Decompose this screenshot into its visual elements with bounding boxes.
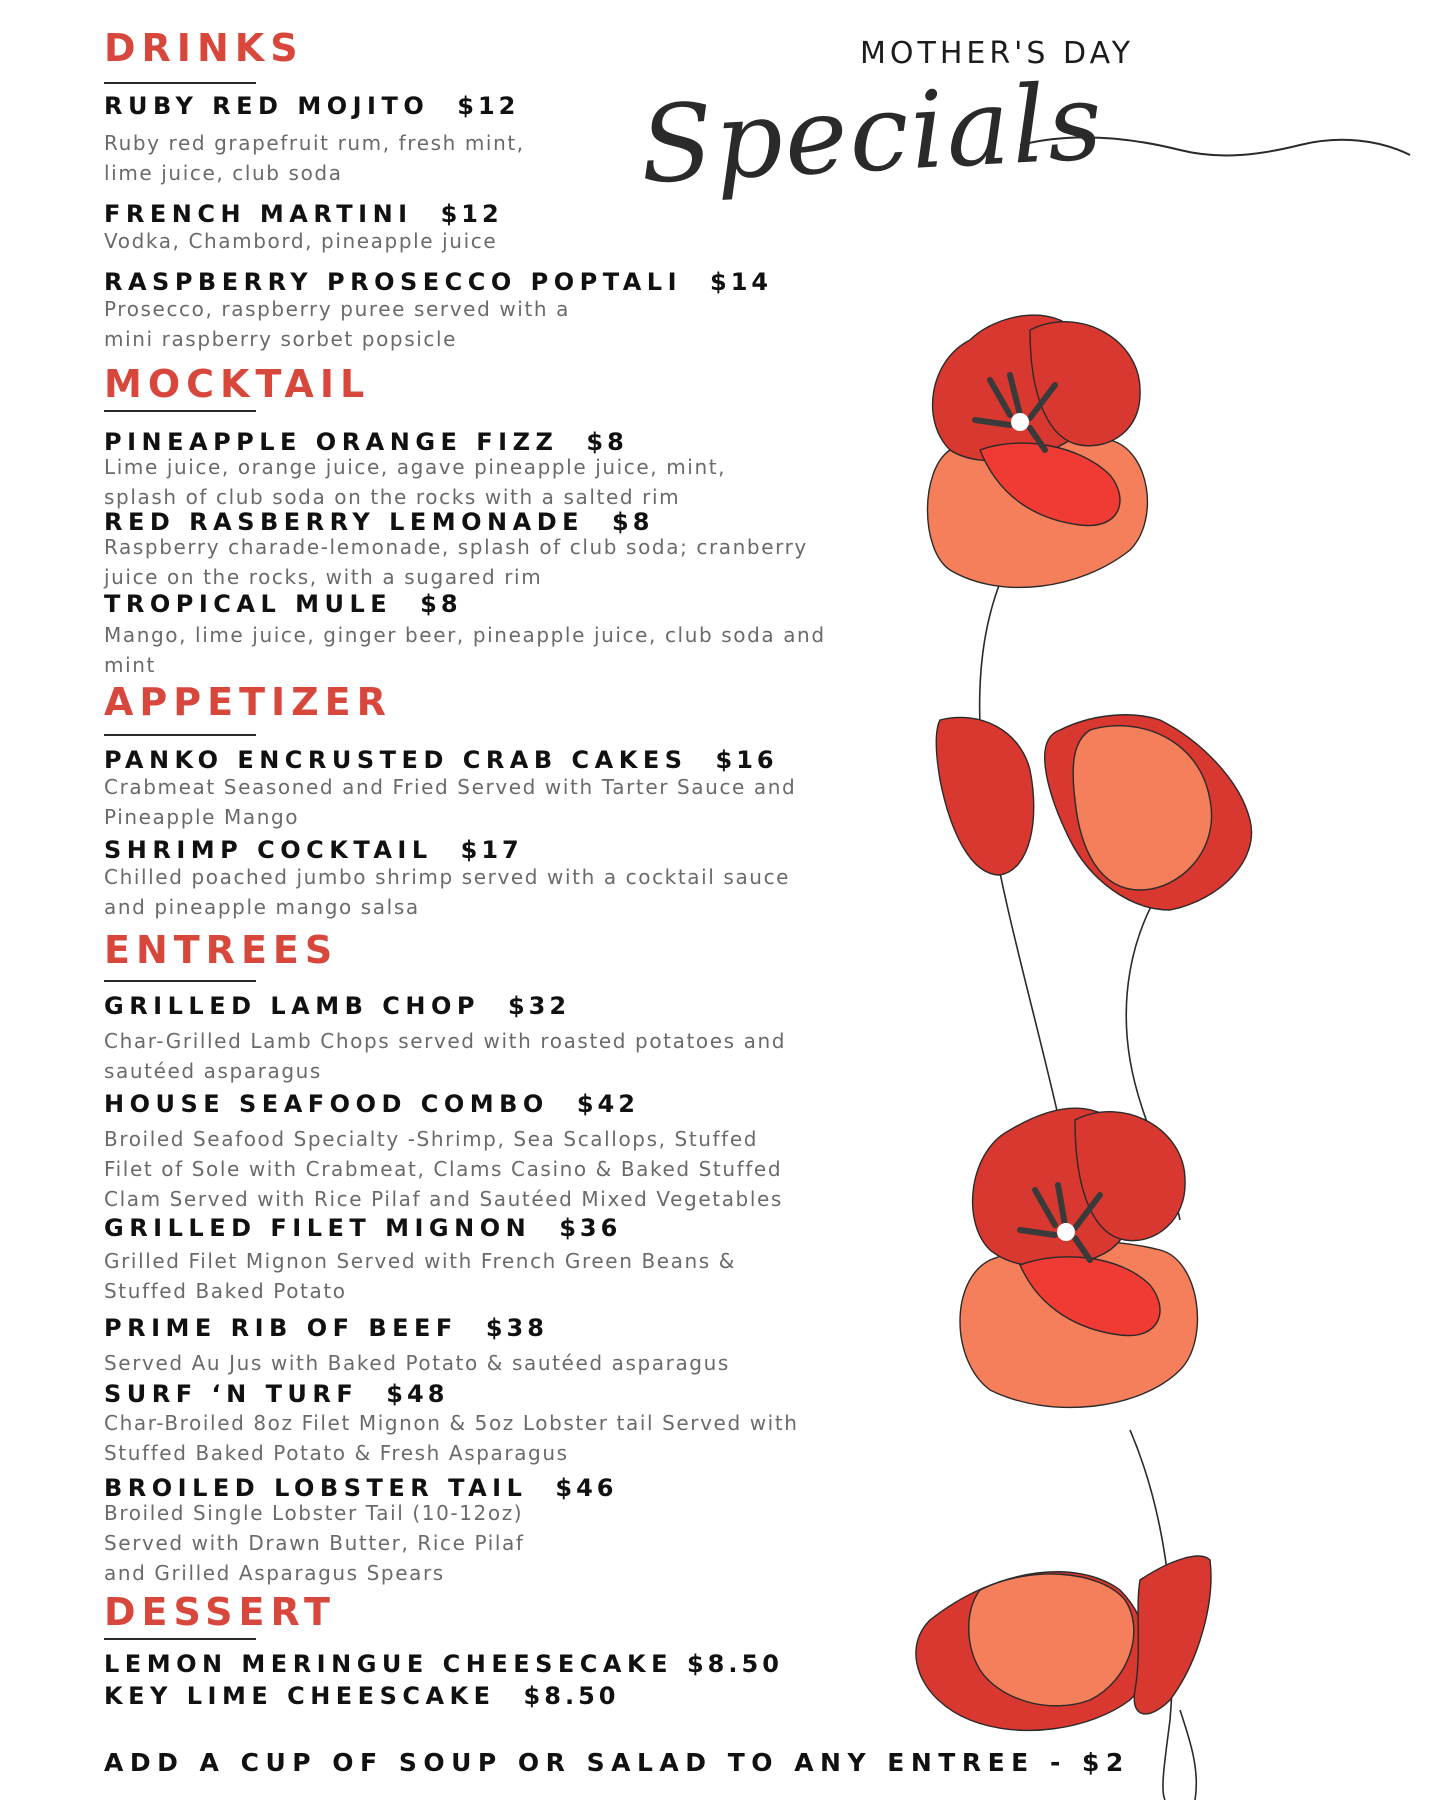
section-divider (104, 82, 256, 84)
menu-item-name: PANKO ENCRUSTED CRAB CAKES $16 (104, 746, 778, 774)
menu-item-name: KEY LIME CHEESCAKE $8.50 (104, 1682, 620, 1710)
menu-item-description: Broiled Seafood Specialty -Shrimp, Sea Scallops, Stuffed Filet of Sole with Crabmeat, Clams Casino & Baked Stuffed Clam Served with Rice Pilaf and Sautéed Mixed Vegetables (104, 1127, 783, 1211)
menu-item-price: $8.50 (523, 1682, 620, 1710)
section-divider (104, 1638, 256, 1640)
menu-item-description: Broiled Single Lobster Tail (10-12oz) Served with Drawn Butter, Rice Pilaf and Grilled Asparagus Spears (104, 1501, 525, 1585)
section-divider (104, 980, 256, 982)
menu-item-price: $42 (576, 1090, 639, 1118)
menu-item-name: BROILED LOBSTER TAIL $46 (104, 1474, 618, 1502)
poppy-flower (936, 715, 1251, 910)
menu-item-name: LEMON MERINGUE CHEESECAKE $8.50 (104, 1650, 783, 1678)
menu-item-description: Vodka, Chambord, pineapple juice (104, 229, 498, 253)
poppy-flower (960, 1108, 1197, 1407)
flower-stem (1180, 1710, 1196, 1800)
menu-item-price: $8 (612, 508, 654, 536)
menu-item-price: $12 (457, 92, 520, 120)
menu-item-name: RUBY RED MOJITO $12 (104, 92, 520, 120)
poppy-flower (928, 315, 1148, 587)
menu-item-description: Raspberry charade-lemonade, splash of club soda; cranberry juice on the rocks, with a sugared rim (104, 535, 808, 589)
section-title-entrees: ENTREES (104, 928, 339, 972)
section-title-appetizer: APPETIZER (104, 680, 392, 724)
section-title-drinks: DRINKS (104, 26, 304, 70)
poppy-flower (916, 1556, 1211, 1730)
menu-item-description: Char-Grilled Lamb Chops served with roasted potatoes and sautéed asparagus (104, 1029, 787, 1083)
menu-item-price: $16 (715, 746, 778, 774)
menu-item-price: $12 (440, 200, 503, 228)
section-title-mocktail: MOCKTAIL (104, 362, 371, 406)
menu-item-price: $46 (555, 1474, 618, 1502)
section-title-dessert: DESSERT (104, 1590, 336, 1634)
footer-note: ADD A CUP OF SOUP OR SALAD TO ANY ENTREE - $2 (104, 1748, 1130, 1777)
menu-item-price: $14 (710, 268, 773, 296)
poppy-flowers-illustration (880, 300, 1440, 1800)
menu-item-description: Lime juice, orange juice, agave pineapple juice, mint, splash of club soda on the rocks with a salted rim (104, 455, 727, 509)
menu-item-price: $8 (586, 428, 628, 456)
specials-flourish (620, 70, 1440, 240)
menu-item-description: Ruby red grapefruit rum, fresh mint, lime juice, club soda (104, 131, 525, 185)
menu-item-name: SURF ‘N TURF $48 (104, 1380, 449, 1408)
menu-item-description: Grilled Filet Mignon Served with French Green Beans & Stuffed Baked Potato (104, 1249, 736, 1303)
menu-item-name: PRIME RIB OF BEEF $38 (104, 1314, 548, 1342)
menu-item-name: GRILLED FILET MIGNON $36 (104, 1214, 622, 1242)
menu-item-description: Char-Broiled 8oz Filet Mignon & 5oz Lobster tail Served with Stuffed Baked Potato & Fresh Asparagus (104, 1411, 799, 1465)
menu-item-name: TROPICAL MULE $8 (104, 590, 462, 618)
menu-item-name: RASPBERRY PROSECCO POPTALI $14 (104, 268, 773, 296)
menu-item-price: $8.50 (686, 1650, 783, 1678)
specials-script-title (620, 59, 1440, 240)
menu-item-name: SHRIMP COCKTAIL $17 (104, 836, 523, 864)
menu-item-description: Crabmeat Seasoned and Fried Served with Tarter Sauce and Pineapple Mango (104, 775, 797, 829)
menu-item-description: Served Au Jus with Baked Potato & sautéed asparagus (104, 1351, 730, 1375)
menu-item-name: PINEAPPLE ORANGE FIZZ $8 (104, 428, 628, 456)
menu-item-description: Chilled poached jumbo shrimp served with a cocktail sauce and pineapple mango salsa (104, 865, 791, 919)
menu-item-description: Mango, lime juice, ginger beer, pineapple juice, club soda and mint (104, 623, 826, 677)
menu-item-price: $17 (460, 836, 523, 864)
menu-item-name: RED RASBERRY LEMONADE $8 (104, 508, 654, 536)
section-divider (104, 410, 256, 412)
menu-item-price: $8 (420, 590, 462, 618)
specials-word: Specials (637, 59, 1107, 208)
menu-item-name: HOUSE SEAFOOD COMBO $42 (104, 1090, 639, 1118)
menu-item-price: $36 (559, 1214, 622, 1242)
menu-item-price: $38 (485, 1314, 548, 1342)
menu-item-description: Prosecco, raspberry puree served with a mini raspberry sorbet popsicle (104, 297, 570, 351)
section-divider (104, 734, 256, 736)
menu-item-name: GRILLED LAMB CHOP $32 (104, 992, 571, 1020)
mothers-day-heading: MOTHER'S DAY (860, 36, 1135, 71)
menu-item-name: FRENCH MARTINI $12 (104, 200, 503, 228)
menu-item-price: $48 (386, 1380, 449, 1408)
menu-item-price: $32 (507, 992, 571, 1020)
